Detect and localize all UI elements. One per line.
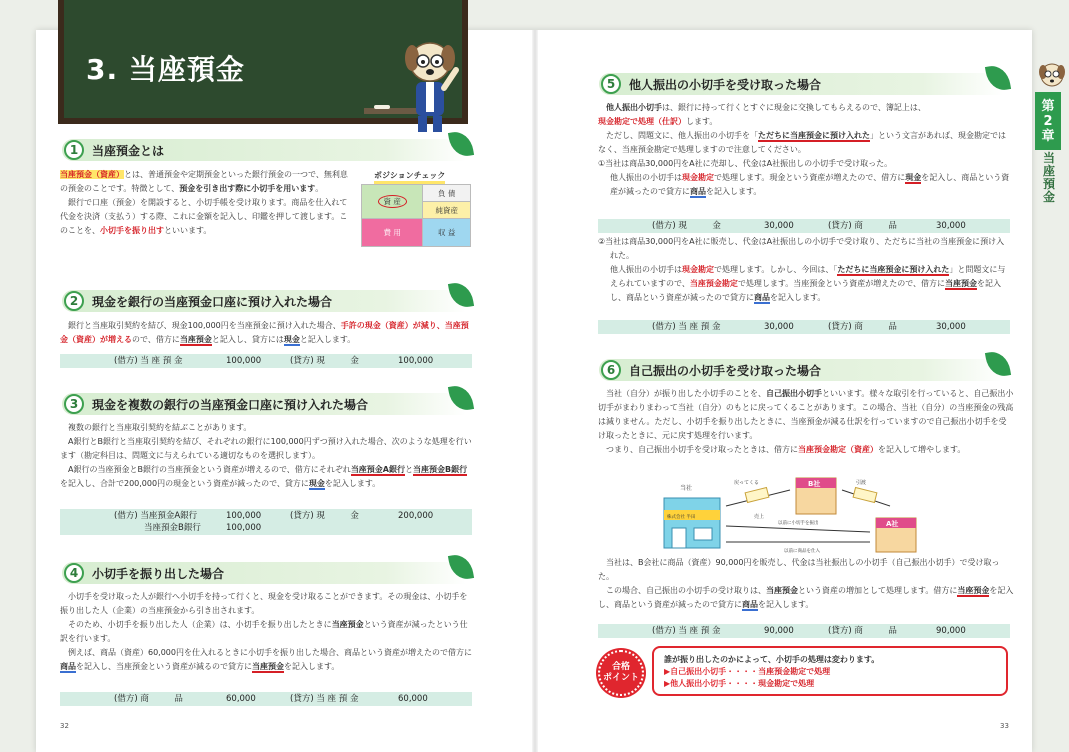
section-6-example	[598, 556, 1014, 612]
section-3-heading	[62, 393, 466, 415]
point-item-value: 現金勘定で処理	[758, 679, 815, 688]
section-number: 5	[601, 74, 621, 94]
term-highlight: 当座預金（資産）	[60, 170, 124, 179]
section-title: 現金を複数の銀行の当座預金口座に預け入れた場合	[92, 397, 369, 412]
text-red: 手許の現金（資産）が減り、当座預金（資産）が増える	[60, 321, 469, 344]
credit-label: (貸方) 商 品	[828, 322, 897, 332]
text-underline-red: 当座預金	[957, 586, 990, 595]
case-2: ②当社は商品30,000円をA社に販売し、代金はA社振出しの小切手で受け取り、ただちに当社の当座預金に預け入れた。	[598, 237, 1005, 260]
text: A銀行の当座預金とB銀行の当座預金という資産が増えるので、借方にそれぞれ	[68, 465, 351, 474]
text: という資産の増加として処理します。借方に	[798, 586, 958, 595]
text: で処理します。現金という資産が増えたので、借方に	[714, 173, 906, 182]
chapter-tab-line: 2	[1043, 113, 1053, 129]
diagram-sales: 売上	[754, 514, 765, 520]
text: 複数の銀行と当座取引契約を結ぶことがあります。	[68, 423, 252, 432]
text-underline-blue: 商品	[60, 662, 76, 671]
credit-label: (貸方) 現 金	[290, 356, 359, 366]
text: を記入し、当座預金という資産が減るので貸方に	[76, 662, 252, 671]
text-underline-blue: 商品	[690, 187, 706, 196]
section-6-body	[598, 387, 1014, 457]
text-underline-blue: 現金	[283, 335, 300, 344]
check-flow-diagram	[650, 476, 930, 556]
text-underline-red: 当座預金	[179, 335, 212, 344]
position-liability: 負 債	[423, 185, 471, 202]
section-3-body	[60, 421, 472, 491]
point-item-label: ▶他人振出小切手・・・・	[664, 679, 759, 688]
position-asset-label: 資 産	[378, 195, 407, 208]
text: を記入します。	[324, 479, 381, 488]
diagram-label-b: B社	[808, 480, 821, 488]
section-1-heading	[62, 139, 466, 161]
journal-entry	[60, 354, 472, 368]
diagram-payment-goods: 以前に商品を仕入	[784, 549, 820, 554]
journal-entry	[598, 219, 1010, 233]
section-4-body	[60, 590, 472, 674]
text-bold: 自己振出小切手	[766, 389, 822, 398]
case-1: ①当社は商品30,000円をA社に売却し、代金はA社振出しの小切手で受け取った。	[598, 159, 893, 168]
debit-label: (借方) 当 座 預 金	[652, 626, 721, 636]
text: を記入します。	[284, 662, 340, 671]
position-check-table	[361, 184, 471, 247]
chapter-tab-line: 章	[1041, 128, 1055, 144]
page-number-left: 32	[60, 722, 69, 730]
text: 」と問題文に与えられていますので、	[610, 265, 1006, 288]
text: とは、普通預金や定期預金といった銀行預金の一つで、無利息の預金のことです。特徴として、	[60, 170, 348, 193]
text-underline-blue: 商品	[754, 293, 770, 302]
section-4-heading	[62, 562, 466, 584]
debit-label: (借方) 現 金	[652, 221, 721, 231]
diagram-returned: 戻ってくる	[734, 480, 760, 486]
text-underline-red: ただちに当座預金に預け入れた	[758, 131, 870, 140]
text-red: 現金勘定	[682, 173, 714, 182]
text: 銀行で口座（預金）を開設すると、小切手帳を受け取ります。商品を仕入れて代金を決済（支払う）する際、これに金額を記入し、印鑑を押して渡します。このことを、	[60, 198, 348, 235]
point-item-value: 当座預金勘定で処理	[758, 667, 831, 676]
debit-amount: 30,000	[764, 221, 794, 231]
chapter-tab[interactable]	[1035, 92, 1061, 150]
section-6-heading	[599, 359, 1003, 381]
text: 当社（自分）が振り出した小切手のことを、	[606, 389, 766, 398]
text: つまり、自己振出小切手を受け取ったときは、借方に	[606, 445, 798, 454]
page-title: 3. 当座預金	[86, 53, 245, 86]
text: 当社は、B会社に商品（資産）90,000円を販売し、代金は当社振出しの小切手（自己振出小切手）で受け取った。	[598, 558, 1000, 581]
text-red: 当座預金勘定	[689, 279, 738, 288]
journal-entry	[60, 509, 472, 535]
section-5-body	[598, 101, 1010, 199]
section-title: 小切手を振り出した場合	[92, 566, 225, 581]
text: という資産が減ったという仕訳を行います。	[60, 620, 468, 643]
chapter-name-char: 預	[1042, 177, 1055, 191]
text: を記入し、合計で200,000円の現金という資産が減ったので、貸方に	[60, 479, 309, 488]
text: といいます。	[164, 226, 212, 235]
chapter-tab-line: 第	[1041, 98, 1055, 114]
debit-amount: 100,000	[226, 356, 262, 366]
text: 。	[315, 184, 324, 193]
text-underline-blue: 現金	[308, 479, 325, 488]
debit-label: (借方) 当座預金A銀行	[114, 511, 198, 521]
credit-amount: 90,000	[936, 626, 966, 636]
credit-label: (貸方) 商 品	[828, 626, 897, 636]
text: で処理します。しかし、今回は、「	[714, 265, 838, 274]
credit-amount: 30,000	[936, 221, 966, 231]
text: を記入します。	[758, 600, 814, 609]
section-number: 3	[64, 394, 84, 414]
journal-entry	[598, 624, 1010, 638]
credit-label: (貸方) 当 座 預 金	[290, 694, 359, 704]
section-title: 当座預金とは	[92, 143, 165, 158]
position-asset	[362, 185, 423, 219]
journal-entry	[60, 692, 472, 706]
text: と記入します。	[299, 335, 356, 344]
section-number: 6	[601, 360, 621, 380]
chapter-name-char: 当	[1042, 151, 1055, 165]
section-title: 他人振出の小切手を受け取った場合	[629, 77, 822, 92]
text: は、銀行に持って行くとすぐに現金に交換してもらえるので、簿記上は、	[662, 103, 926, 112]
text: 他人振出の小切手は	[610, 173, 682, 182]
text-underline-red: 現金	[905, 173, 922, 182]
text: と記入し、貸方には	[211, 335, 284, 344]
chapter-name	[1041, 152, 1057, 204]
chalk-piece	[374, 105, 390, 109]
text: ただし、問題文に、他人振出の小切手を「	[606, 131, 758, 140]
text-underline-red: ただちに当座預金に預け入れた	[837, 265, 950, 274]
text-bold: 他人振出小切手	[606, 103, 662, 112]
credit-label: (貸方) 商 品	[828, 221, 897, 231]
diagram-payment-self: 以前に小切手を振出	[778, 521, 819, 526]
text-bold: 預金を引き出す際に小切手を用います	[179, 184, 316, 193]
text: を記入し、商品という資産が減ったので貸方に	[598, 586, 1014, 609]
page-number-right: 33	[1000, 722, 1009, 730]
diagram-handover: 引渡	[856, 480, 867, 486]
text: A銀行とB銀行と当座取引契約を結び、それぞれの銀行に100,000円ずつ預け入れた場合、次のような処理を行います（勘定科目は、問題文に与えられている適切なものを選択します）。	[60, 437, 472, 460]
text: を記入し、商品という資産が減ったので貸方に	[610, 173, 1010, 196]
section-2-body	[60, 319, 472, 347]
credit-amount: 60,000	[398, 694, 428, 704]
text-underline-red: 当座預金B銀行	[413, 465, 468, 474]
pass-point-badge	[598, 650, 644, 696]
text: を記入し、商品という資産が減ったので貸方に	[610, 279, 1002, 302]
diagram-shop-sign: 株式会社 半田	[667, 515, 696, 520]
position-equity: 純資産	[423, 202, 471, 219]
chapter-name-char: 金	[1042, 190, 1055, 204]
diagram-label-a: A社	[886, 520, 899, 528]
text: ので、借方に	[132, 335, 180, 344]
text-underline-blue: 商品	[742, 600, 758, 609]
text: 銀行と当座取引契約を結び、現金100,000円を当座預金に預け入れた場合、	[68, 321, 341, 330]
debit-amount: 90,000	[764, 626, 794, 636]
text: を記入します。	[770, 293, 826, 302]
debit-amount: 100,000	[226, 523, 262, 533]
badge-line: ポイント	[602, 673, 639, 683]
diagram-label-self: 当社	[680, 485, 693, 492]
credit-amount: 100,000	[398, 356, 434, 366]
section-number: 4	[64, 563, 84, 583]
text: この場合、自己振出の小切手の受け取りは、	[606, 586, 766, 595]
position-expense: 費 用	[362, 219, 423, 247]
text: します。	[686, 117, 718, 126]
text: 例えば、商品（資産）60,000円を仕入れるときに小切手を振り出した場合、商品という資産が増えたので借方に	[68, 648, 472, 657]
dog-mascot-icon	[398, 36, 462, 136]
section-number: 2	[64, 291, 84, 311]
text-red: 現金勘定	[682, 265, 714, 274]
chapter-name-char: 座	[1042, 164, 1055, 178]
section-5-case-2	[598, 235, 1010, 305]
journal-entry	[598, 320, 1010, 334]
section-2-heading	[62, 290, 466, 312]
section-5-heading	[599, 73, 1003, 95]
text-red: 現金勘定で処理（仕訳）	[598, 117, 686, 126]
debit-label: (借方) 商 品	[114, 694, 183, 704]
position-check-title: ポジションチェック	[374, 170, 445, 184]
point-heading: 誰が振り出したのかによって、小切手の処理は変わります。	[664, 655, 880, 664]
credit-amount: 200,000	[398, 511, 434, 521]
badge-line: 合格	[611, 662, 630, 672]
text-bold: 当座預金	[331, 620, 364, 629]
debit-label: (借方) 当 座 預 金	[114, 356, 183, 366]
position-revenue: 収 益	[423, 219, 471, 247]
debit-label: (借方) 当 座 預 金	[652, 322, 721, 332]
text: を記入します。	[706, 187, 762, 196]
pass-point-box	[652, 646, 1008, 696]
credit-amount: 30,000	[936, 322, 966, 332]
dog-mascot-small-icon	[1038, 60, 1066, 90]
text: 」という文言があれば、現金勘定ではなく、当座預金勘定で処理しますので注意してください。	[598, 131, 1006, 154]
text-red: 当座預金勘定（資産）	[798, 445, 878, 454]
text-underline-red: 当座預金	[252, 662, 284, 671]
text: で処理します。当座預金という資産が増えたので、借方に	[737, 279, 946, 288]
credit-label: (貸方) 現 金	[290, 511, 359, 521]
section-title: 現金を銀行の当座預金口座に預け入れた場合	[92, 294, 333, 309]
debit-amount: 30,000	[764, 322, 794, 332]
text-underline-red: 当座預金	[945, 279, 978, 288]
text: といいます。様々な取引を行っていると、自己振出小切手がまわりまわって当社（自分）のもとに戻ってくることがあります。この場合、当社（自分）の当座預金の残高は減りません。ただし、小切手を振り出したときに、当座預金が減る仕訳を行っていますので自己振出小切手を受け取ったときに、元に戻す処理を行います。	[598, 389, 1014, 440]
text-bold: 当座預金	[766, 586, 798, 595]
book-gutter	[532, 30, 538, 752]
text: そのため、小切手を振り出した人（企業）は、小切手を振り出したときに	[68, 620, 332, 629]
text: を記入して増やします。	[878, 445, 966, 454]
debit-amount: 60,000	[226, 694, 256, 704]
section-title: 自己振出の小切手を受け取った場合	[629, 363, 822, 378]
debit-label: 当座預金B銀行	[144, 523, 201, 533]
section-1-body	[60, 168, 354, 238]
debit-amount: 100,000	[226, 511, 262, 521]
text: 小切手を受け取った人が銀行へ小切手を持って行くと、現金を受け取ることができます。その現金は、小切手を振り出した人（企業）の当座預金から引き出されます。	[60, 592, 468, 615]
text-red: 小切手を振り出す	[100, 226, 164, 235]
text: 他人振出の小切手は	[610, 265, 682, 274]
section-number: 1	[64, 140, 84, 160]
point-item-label: ▶自己振出小切手・・・・	[664, 667, 759, 676]
text: と	[405, 465, 414, 474]
text-underline-red: 当座預金A銀行	[350, 465, 406, 474]
